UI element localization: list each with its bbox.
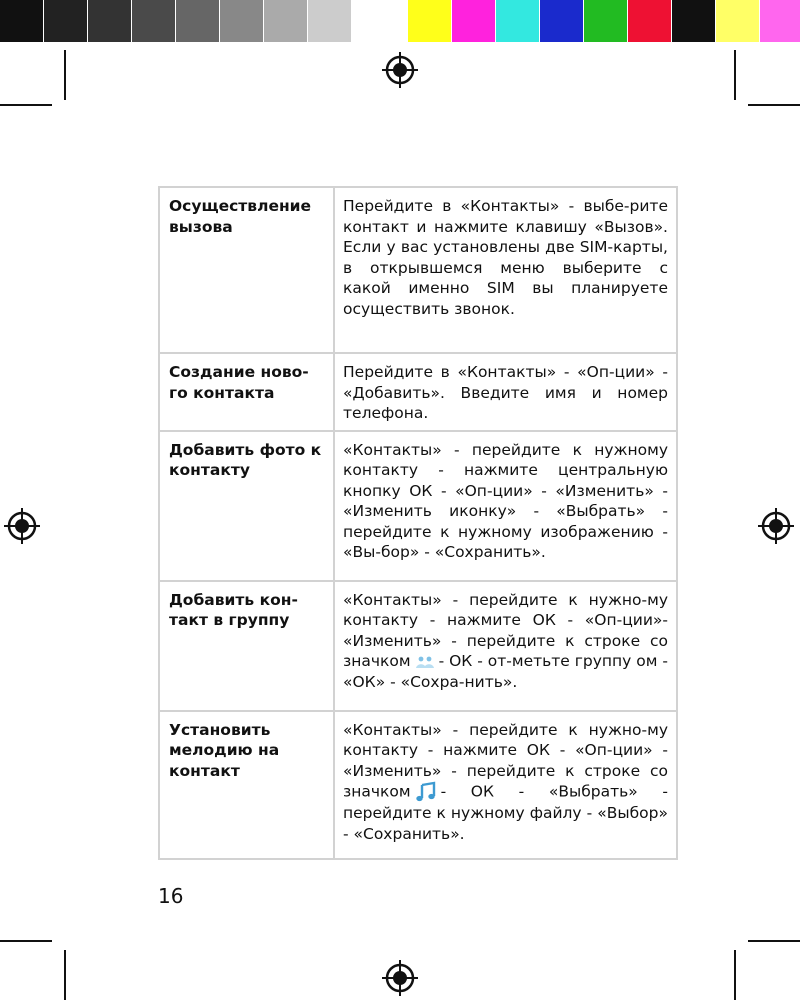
color-swatch — [132, 0, 176, 42]
process-color-bar — [408, 0, 800, 42]
table-row — [159, 581, 677, 711]
row-title: Добавить фото к контакту — [159, 431, 334, 581]
row-text — [334, 711, 677, 860]
color-swatch — [760, 0, 800, 42]
registration-mark-icon — [382, 960, 418, 996]
color-swatch — [452, 0, 496, 42]
color-swatch — [716, 0, 760, 42]
crop-mark — [734, 950, 736, 1000]
table-row — [159, 187, 677, 353]
crop-mark — [748, 104, 800, 106]
row-title: Установить мелодию на контакт — [159, 711, 334, 860]
row-text-before-icon: «Контакты» - перейдите к нужно-му контакту - нажмите ОК - «Оп-ции» - «Изменить» - перейдите к строке со значком — [343, 720, 668, 801]
page-number: 16 — [158, 884, 184, 908]
row-text-before-icon: «Контакты» - перейдите к нужно-му контакту - нажмите ОК - «Оп-ции»- «Изменить» - перейдите к строке со значком — [343, 590, 668, 670]
row-text: Перейдите в «Контакты» - выбе-рите контакт и нажмите клавишу «Вызов». Если у вас установлены две SIM-карты, в открывшемся меню выберите с какой именно SIM вы планируете осуществить звонок. — [334, 187, 677, 353]
color-swatch — [496, 0, 540, 42]
color-swatch — [540, 0, 584, 42]
color-swatch — [0, 0, 44, 42]
color-swatch — [176, 0, 220, 42]
color-swatch — [44, 0, 88, 42]
group-icon — [415, 655, 435, 669]
color-swatch — [408, 0, 452, 42]
row-text-after-icon: - ОК - «Выбрать» - перейдите к нужному файлу - «Выбор» - «Сохранить». — [343, 782, 668, 843]
row-text: «Контакты» - перейдите к нужному контакту - нажмите центральную кнопку ОК - «Оп-ции» - «Изменить» - «Изменить иконку» - «Выбрать» - перейдите к нужному изображению - «Вы-бор» - «Сохранить». — [334, 431, 677, 581]
registration-mark-icon — [758, 508, 794, 544]
color-swatch — [352, 0, 396, 42]
crop-mark — [0, 940, 52, 942]
color-swatch — [264, 0, 308, 42]
color-swatch — [88, 0, 132, 42]
row-title: Создание ново-го контакта — [159, 353, 334, 431]
table-row — [159, 431, 677, 581]
row-text-after-icon: - ОК - от-метьте группу ом - «ОК» - «Сохра-нить». — [343, 652, 668, 691]
row-text: Перейдите в «Контакты» - «Оп-ции» - «Добавить». Введите имя и номер телефона. — [334, 353, 677, 431]
instructions-table — [158, 186, 678, 860]
table-row — [159, 711, 677, 860]
row-title: Осуществление вызова — [159, 187, 334, 353]
music-note-icon — [415, 781, 437, 803]
table-row — [159, 353, 677, 431]
crop-mark — [64, 50, 66, 100]
color-swatch — [672, 0, 716, 42]
registration-mark-icon — [4, 508, 40, 544]
crop-mark — [64, 950, 66, 1000]
row-text — [334, 581, 677, 711]
color-swatch — [628, 0, 672, 42]
color-swatch — [220, 0, 264, 42]
crop-mark — [734, 50, 736, 100]
grayscale-color-bar — [0, 0, 396, 42]
color-swatch — [584, 0, 628, 42]
registration-mark-icon — [382, 52, 418, 88]
crop-mark — [748, 940, 800, 942]
color-swatch — [308, 0, 352, 42]
crop-mark — [0, 104, 52, 106]
row-title: Добавить кон-такт в группу — [159, 581, 334, 711]
